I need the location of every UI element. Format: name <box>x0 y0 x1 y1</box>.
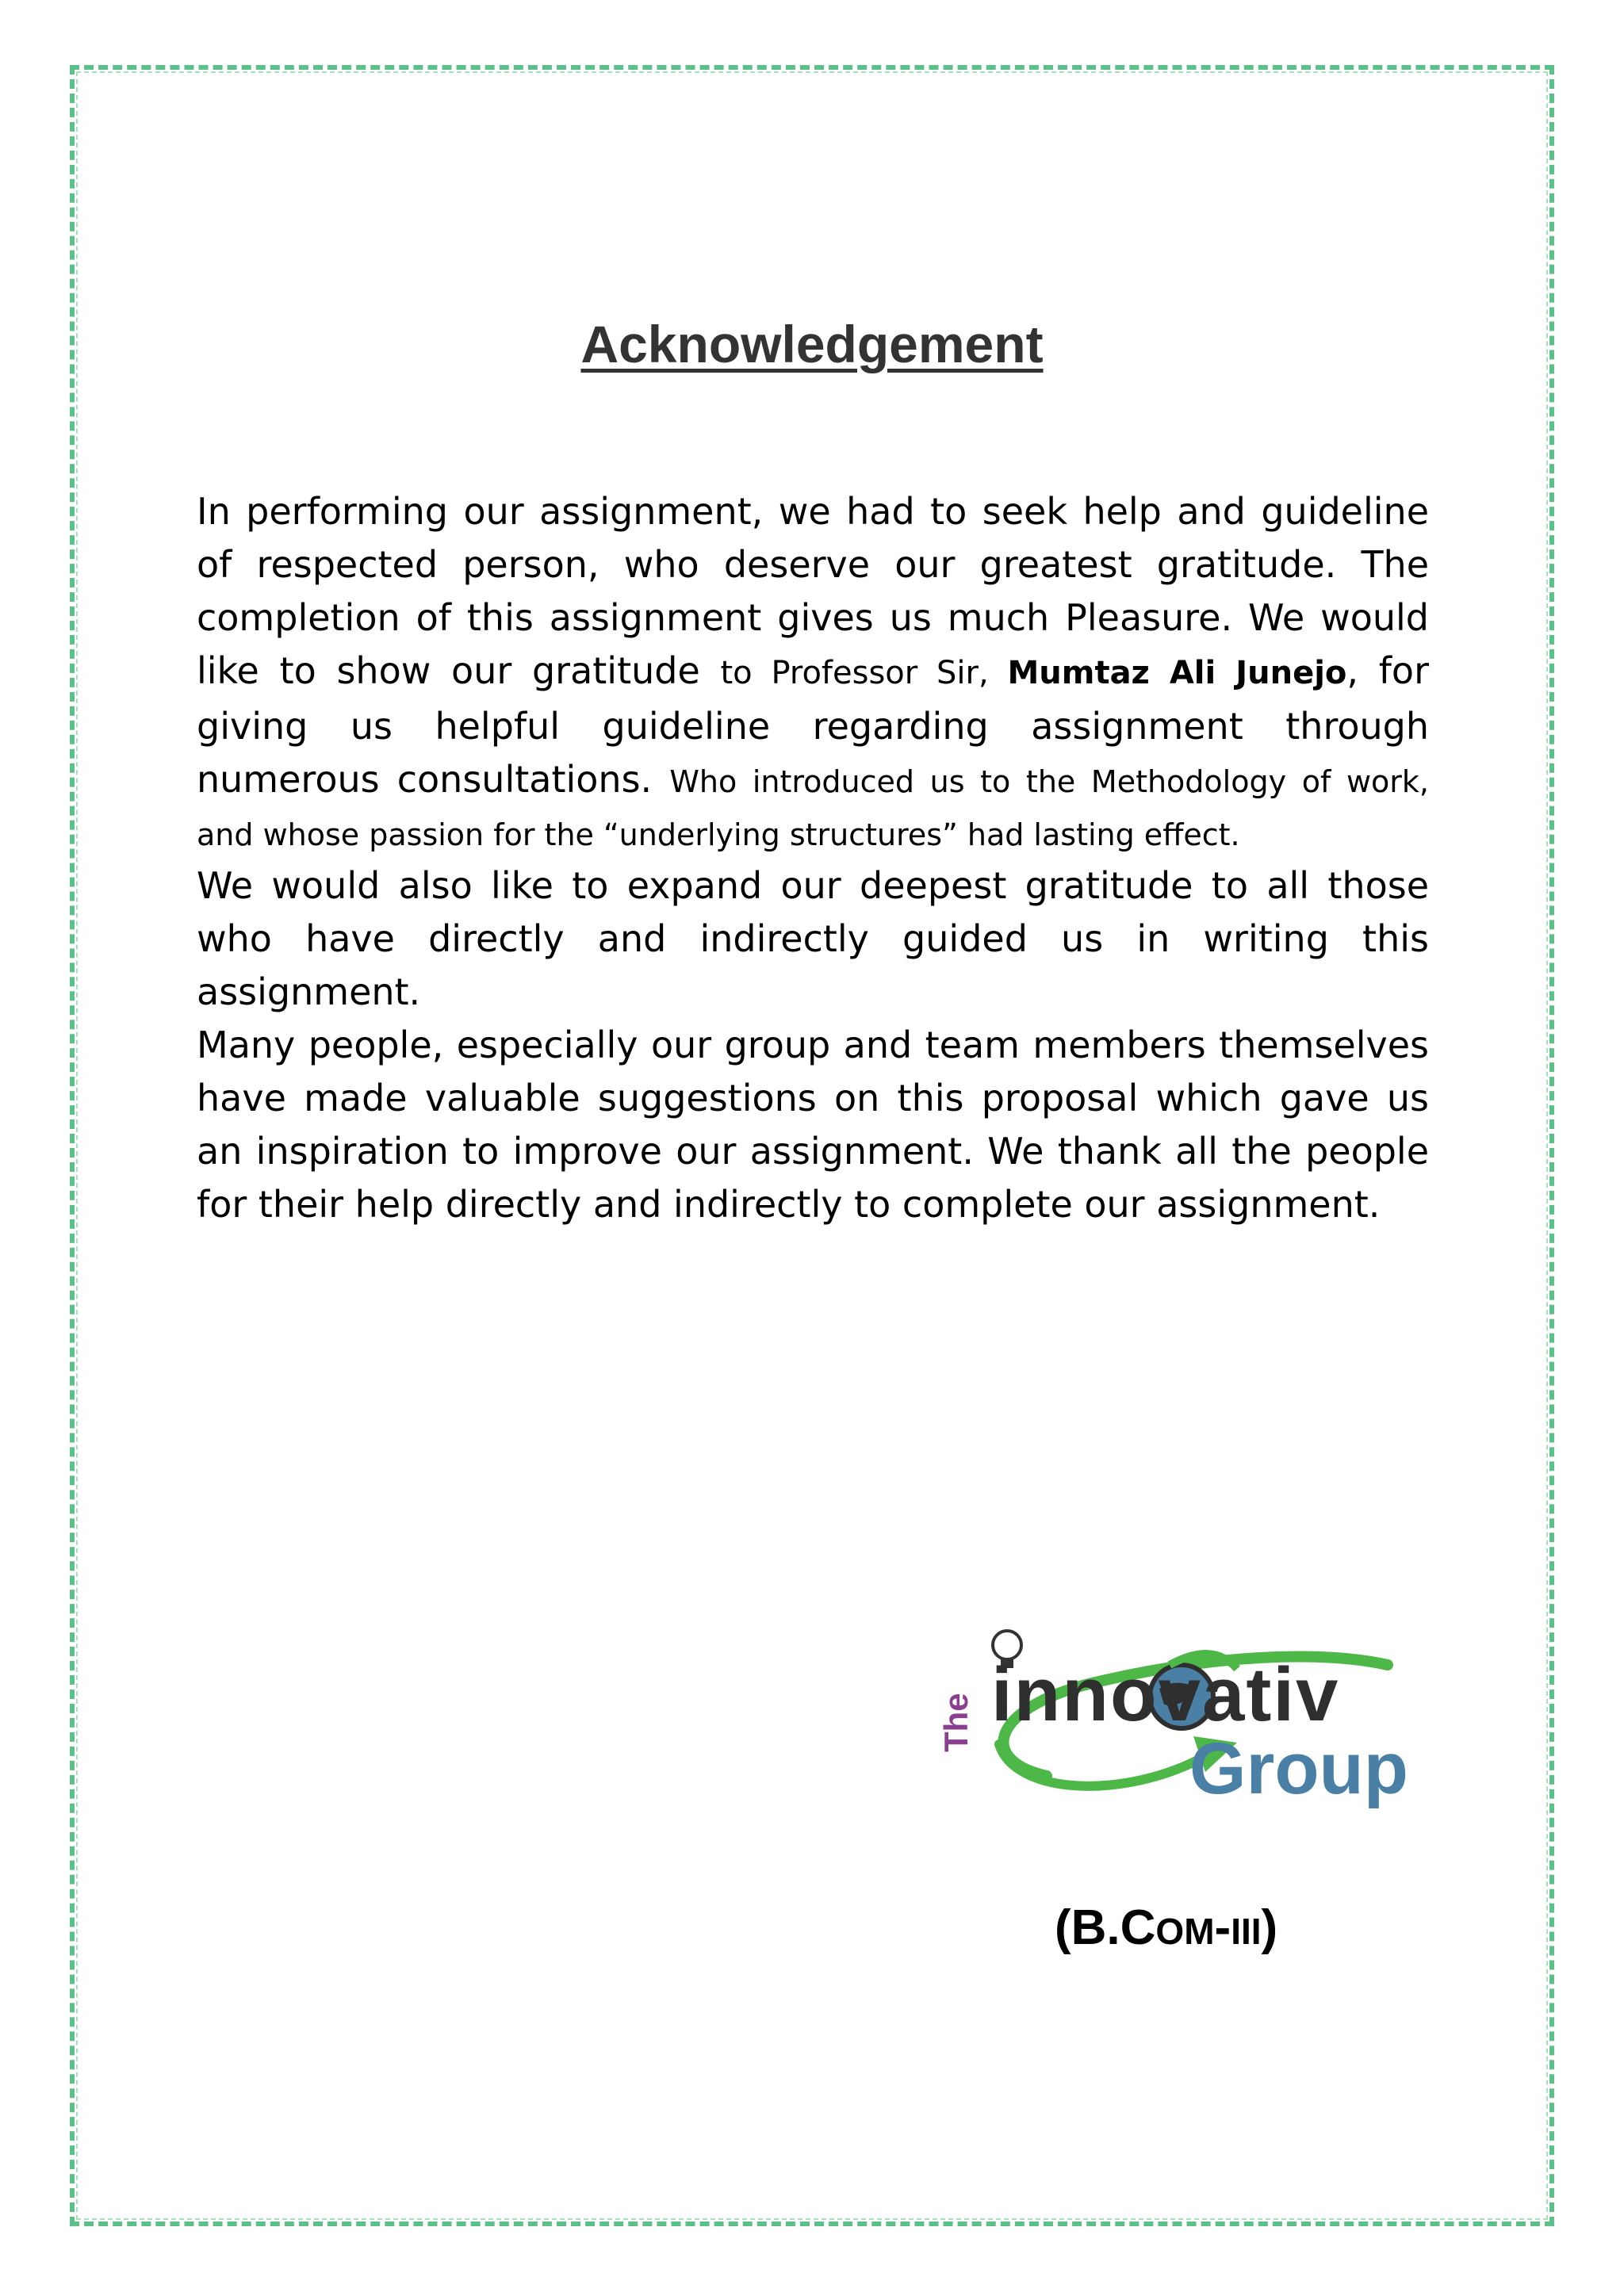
paragraph-1-part-c: , for giving us helpful guideline regarding assignment through numerous consultations. <box>197 649 1429 801</box>
paragraph-1-part-d: Who introduced us to the Methodology of work, and whose passion for the “underlying structures” had lasting effect. <box>197 764 1429 852</box>
paragraph-1-part-b: to Professor Sir, <box>720 655 1008 691</box>
badge-dash: - <box>1214 1900 1231 1955</box>
professor-name: Mumtaz Ali Junejo <box>1007 655 1347 691</box>
logo-the: The <box>937 1693 975 1752</box>
page-title: Acknowledgement <box>580 315 1044 373</box>
badge-om: OM <box>1155 1911 1215 1952</box>
badge-close: ) <box>1261 1900 1278 1955</box>
paragraph-2: We would also like to expand our deepest gratitude to all those who have directly and indirectly guided us in writing this assignment. <box>197 864 1429 1013</box>
paragraph-3: Many people, especially our group and team members themselves have made valuable suggestions on this proposal which gave us an inspiration to improve our assignment. We thank all the people for their help directly and indirectly to complete our assignment. <box>197 1024 1429 1226</box>
logo-word-innovativ: innovativ <box>991 1652 1340 1737</box>
acknowledgement-body <box>197 485 1429 1231</box>
paragraph-1-part-a: In performing our assignment, we had to seek help and guideline of respected person, who deserve our greatest gratitude. The completion of this assignment gives us much Pleasure. We would like to show our gratitude <box>197 490 1429 692</box>
badge-iii: III <box>1231 1911 1262 1952</box>
innovative-group-logo <box>937 1609 1499 1823</box>
paragraph-1 <box>197 485 1429 859</box>
badge-open: (B.C <box>1055 1900 1156 1955</box>
logo-word-group: Group <box>1189 1728 1408 1809</box>
class-badge <box>1055 1900 1293 1956</box>
